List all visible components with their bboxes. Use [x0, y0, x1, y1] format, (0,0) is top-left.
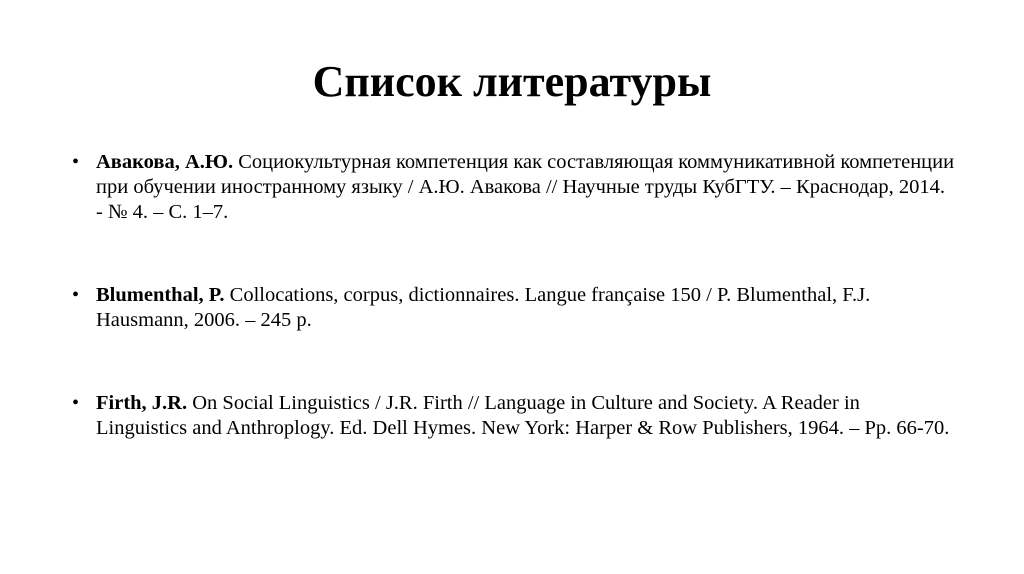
- reference-item: [72, 150, 956, 225]
- bullet-icon: •: [72, 392, 80, 414]
- reference-author: Blumenthal, P.: [96, 284, 225, 306]
- reference-list: [72, 150, 956, 441]
- reference-item: [72, 391, 956, 441]
- bullet-icon: •: [72, 151, 80, 173]
- reference-text: Collocations, corpus, dictionnaires. Langue française 150 / P. Blumenthal, F.J. Hausmann, 2006. – 245 p.: [96, 284, 871, 331]
- slide-title: Список литературы: [312, 57, 712, 106]
- reference-author: Firth, J.R.: [96, 392, 188, 414]
- bullet-icon: •: [72, 284, 80, 306]
- reference-item: [72, 283, 956, 333]
- reference-text: Социокультурная компетенция как составляющая коммуникативной компетенции при обучении иностранному языку / А.Ю. Авакова // Научные труды КубГТУ. – Краснодар, 2014. - № 4. – С. 1–7.: [96, 151, 955, 223]
- reference-text: On Social Linguistics / J.R. Firth // Language in Culture and Society. A Reader in Linguistics and Anthroplogy. Ed. Dell Hymes. New York: Harper & Row Publishers, 1964. – Pp. 66-70.: [96, 392, 950, 439]
- reference-author: Авакова, А.Ю.: [96, 151, 234, 173]
